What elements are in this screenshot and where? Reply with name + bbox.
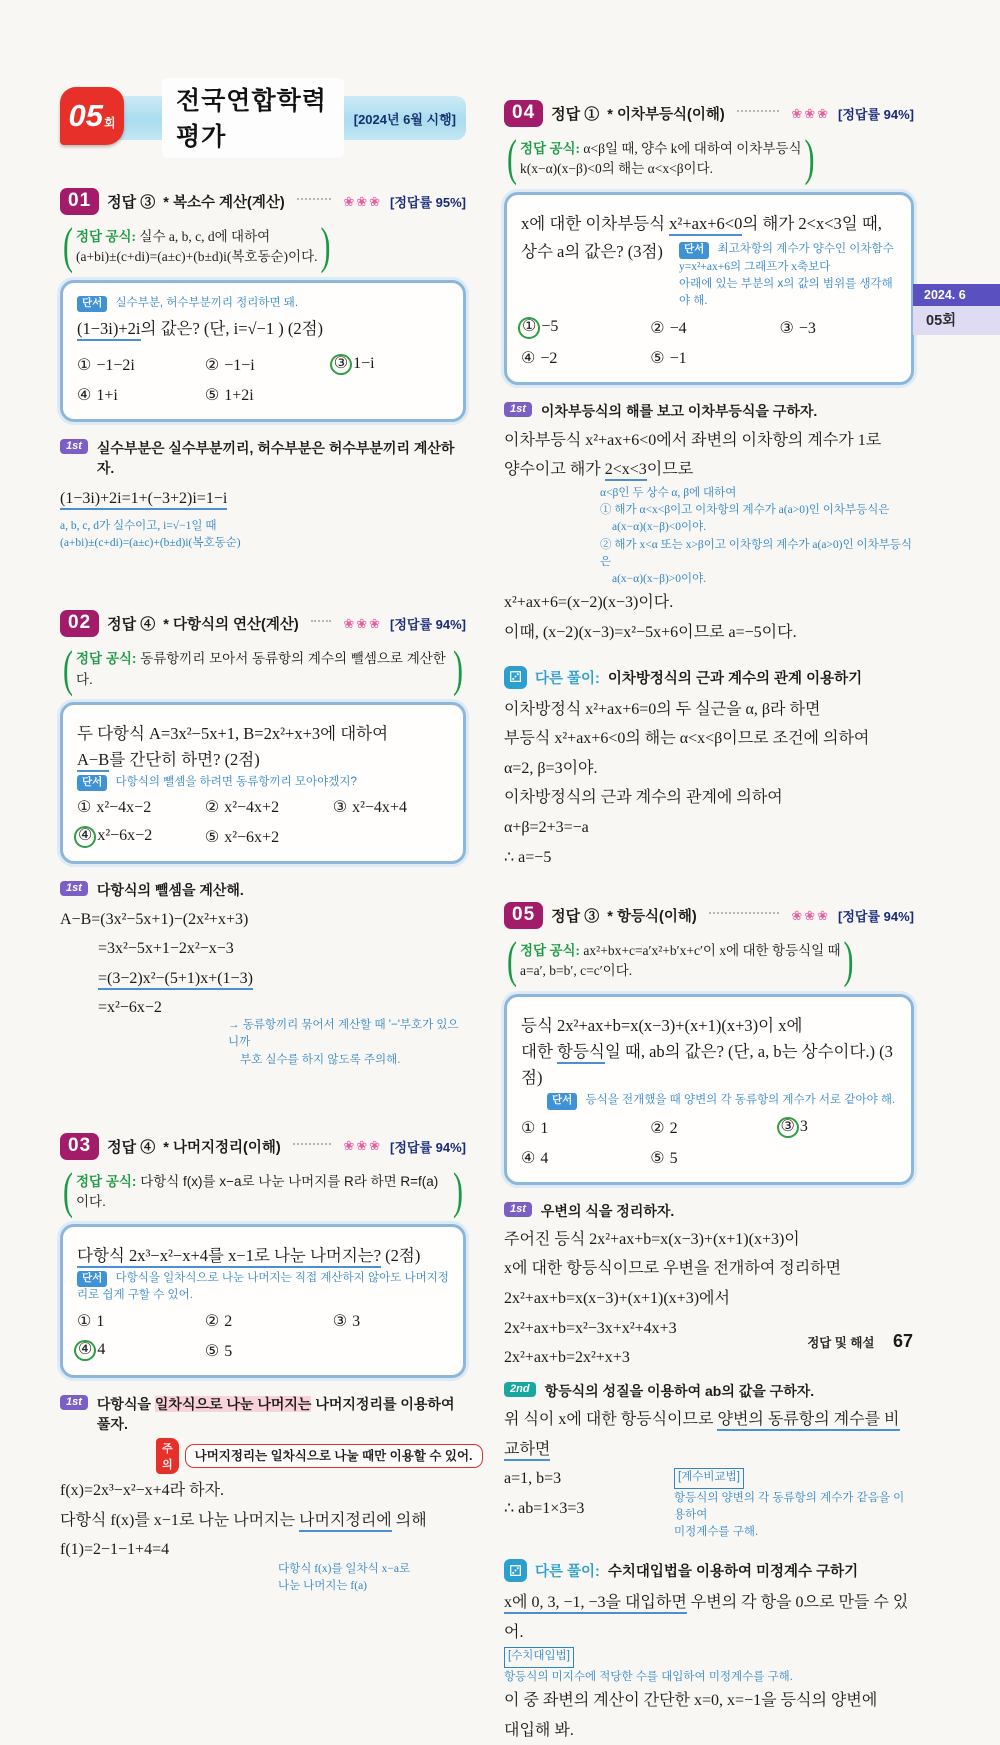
option-1: ① 1 [521, 1119, 549, 1137]
solution-note: a, b, c, d가 실수이고, i=√−1일 때 (a+bi)±(c+di)=(a±c)+(b±d)i(복호동순) [60, 519, 241, 550]
question-box [60, 702, 466, 865]
clue-line3: 아래에 있는 부분의 x의 값의 범위를 생각해야 해. [679, 277, 893, 308]
conclusion-row [504, 1464, 914, 1541]
clue-text: 다항식의 뺄셈을 하려면 동류항끼리 모아야겠지? [115, 775, 357, 788]
side-tab [913, 284, 1000, 335]
exam-title-banner [103, 87, 466, 151]
step-title: 항등식의 성질을 이용하여 ab의 값을 구하자. [544, 1382, 815, 1399]
clue-badge: 단서 [547, 1093, 577, 1110]
problem-02-section [60, 610, 466, 1068]
dotted-leader [737, 110, 780, 112]
formula-line1: 다항식 f(x)를 x−a로 나눈 나머지를 R라 하면 R=f(a)이다. [76, 1173, 439, 1210]
solution-note: 다항식 f(x)를 일차식 x−a로 나눈 나머지는 f(a) [278, 1563, 411, 1593]
clue-line2: y=x²+ax+6의 그래프가 x축보다 [679, 260, 831, 273]
option-5: ⑤ −1 [650, 350, 687, 368]
round-number: 05 [68, 98, 103, 133]
problem-04-section [504, 100, 914, 872]
solution-equation: (1−3i)+2i=1+(−3+2)i=1−i [60, 484, 466, 514]
alt-solution-body: x에 0, 3, −1, −3을 대입하면 우변의 각 항을 0으로 만들 수 있어. [504, 1594, 909, 1641]
problem-01-header [60, 188, 466, 215]
answer-ring: ③ [777, 1117, 799, 1139]
note-title: [수치대입법] [504, 1647, 574, 1667]
difficulty-flowers: ❀❀❀ [343, 615, 383, 631]
formula-line2: k(x−α)(x−β)<0의 해는 α<x<β이다. [520, 161, 714, 177]
problem-number-badge: 04 [504, 100, 543, 127]
clue-badge: 단서 [679, 242, 709, 259]
formula-label: 정답 공식: [520, 141, 581, 156]
difficulty-flowers: ❀❀❀ [791, 907, 831, 923]
clue-row [77, 774, 449, 792]
question-line2: 상수 a의 값은? (3점) [521, 241, 663, 261]
step-title: 실수부분은 실수부분끼리, 허수부분은 허수부분끼리 계산하자. [96, 439, 455, 476]
round-badge [60, 87, 124, 145]
question-rest: (2점) [381, 1246, 421, 1266]
option-1: ① 1 [77, 1312, 105, 1330]
solution-step-1 [504, 1201, 914, 1221]
difficulty-flowers: ❀❀❀ [791, 105, 831, 121]
question-underlined: 항등식 [557, 1042, 605, 1064]
formula-line1: ax²+bx+c=a′x²+b′x+c′이 x에 대한 항등식일 때 [583, 943, 841, 959]
answer-formula [60, 1163, 466, 1220]
problem-05-section [504, 902, 914, 1745]
exam-header [60, 87, 466, 152]
formula-label: 정답 공식: [76, 1173, 137, 1189]
bracket-left: ( [63, 1163, 73, 1220]
clue-badge: 단서 [77, 296, 107, 313]
question-box [504, 192, 914, 386]
question-underlined: A−B [77, 750, 109, 772]
topic-label: * 다항식의 연산(계산) [163, 617, 299, 634]
question-text [77, 1243, 449, 1269]
answer-label: 정답 ① [551, 106, 600, 123]
option-5: ⑤ x²−6x+2 [204, 829, 280, 847]
question-underlined: x²+ax+6<0 [669, 214, 742, 236]
alt-solution-header [504, 1559, 914, 1582]
clue-badge: 단서 [77, 775, 107, 792]
formula-label: 정답 공식: [76, 651, 137, 667]
problem-05-header [504, 902, 914, 929]
problem-number-badge: 01 [60, 188, 99, 215]
step-title: 다항식을 일차식으로 나눈 나머지는 나머지정리를 이용하여 풀자. [96, 1395, 455, 1432]
question-underlined: 다항식 2x³−x²−x+4를 x−1로 나눈 나머지는? [77, 1246, 381, 1268]
question-rest: 를 간단히 하면? (2점) [109, 750, 260, 770]
alt-solution-title: 이차방정식의 근과 계수의 관계 이용하기 [607, 670, 863, 687]
caution-note [156, 1438, 473, 1474]
option-5: ⑤ 5 [204, 1342, 233, 1360]
solution-note: α<β인 두 상수 α, β에 대하여 ① 해가 α<x<β이고 이차항의 계수가 a(a>0)인 이차부등식은 a(x−α)(x−β)<0이야. ② 해가 x<α 또는 x>β이고 이차항의 계수가 a(a>0)인 이차부등식은 a(x−α)(x−β)>0이야. [600, 486, 913, 586]
dotted-leader [709, 912, 780, 914]
alt-solution-header [504, 666, 914, 689]
question-rest: 의 값은? (단, i=√−1 ) (2점) [140, 319, 324, 339]
question-box [60, 1224, 466, 1377]
bracket-right: ) [453, 1163, 463, 1220]
bracket-right: ) [453, 640, 463, 697]
problem-number-badge: 02 [60, 610, 99, 637]
question-box [60, 280, 466, 422]
accuracy-rate: [정답률 95%] [390, 195, 466, 210]
bracket-left: ( [507, 130, 517, 187]
formula-label: 정답 공식: [76, 229, 137, 244]
option-2: ② 2 [204, 1312, 233, 1330]
problem-01-section [60, 188, 466, 552]
accuracy-rate: [정답률 94%] [838, 107, 914, 122]
solution-step-1 [60, 438, 466, 479]
clue-badge: 단서 [77, 1271, 107, 1288]
option-2: ② x²−4x+2 [204, 799, 280, 817]
right-column [504, 0, 914, 1745]
problem-number-badge: 03 [60, 1133, 99, 1160]
accuracy-rate: [정답률 94%] [390, 1139, 466, 1155]
answer-formula [60, 218, 466, 275]
left-column [60, 0, 473, 1596]
solution-step-1 [60, 1394, 466, 1435]
solution-equations: A−B=(3x²−5x+1)−(2x²+x+3) =3x²−5x+1−2x²−x−3 =(3−2)x²−(5+1)x+(1−3) =x²−6x−2 [60, 910, 253, 1017]
caution-text: 나머지정리는 일차식으로 나눌 때만 이용할 수 있어. [185, 1444, 483, 1468]
option-2: ② −1−i [204, 356, 255, 374]
answer-ring: ④ [74, 1340, 96, 1362]
solution-equations: 주어진 등식 2x²+ax+b=x(x−3)+(x+1)(x+3)이 x에 대한 항등식이므로 우변을 전개하여 정리하면 2x²+ax+b=x(x−3)+(x+1)(x+3)에서 2x²+ax+b=x²−3x+x²+4x+3 2x²+ax+b=2x²+x+3 [504, 1230, 842, 1367]
footer-label: 정답 및 해설 [807, 1336, 875, 1350]
bracket-left: ( [63, 218, 73, 275]
option-4: ④ 1+i [77, 386, 118, 404]
round-suffix: 회 [103, 115, 116, 130]
step-badge-1st: 1st [60, 1395, 88, 1410]
step-badge-1st: 1st [504, 1202, 532, 1217]
step-badge-1st: 1st [504, 402, 532, 417]
alt-solution-title: 수치대입법을 이용하여 미정계수 구하기 [607, 1564, 859, 1581]
accuracy-rate: [정답률 94%] [390, 617, 466, 633]
caution-badge: 주의 [156, 1438, 179, 1474]
answer-label: 정답 ③ [107, 194, 156, 211]
alt-solution-body-2: 이 중 좌변의 계산이 간단한 x=0, x=−1을 등식의 양변에 대입해 봐. [504, 1691, 878, 1739]
topic-label: * 이차부등식(이해) [607, 107, 725, 123]
option-4: ④ 4 [521, 1149, 549, 1167]
dotted-leader [293, 1143, 332, 1145]
option-3-answer: ③ 1−i [333, 355, 449, 375]
clue-row [77, 1270, 449, 1305]
question-text [77, 316, 449, 342]
dice-icon: ⚂ [504, 666, 527, 689]
options [521, 1118, 897, 1168]
question-box [504, 994, 914, 1185]
alt-solution-label: 다른 풀이: [535, 1564, 600, 1581]
option-1: ① x²−4x−2 [77, 799, 152, 817]
options [77, 797, 449, 847]
answer-ring: ① [518, 317, 540, 339]
option-2: ② −4 [650, 320, 687, 338]
accuracy-rate: [정답률 94%] [838, 909, 914, 925]
option-1: ① −1−2i [77, 356, 135, 374]
bracket-right: ) [804, 130, 815, 187]
answer-ring: ③ [330, 354, 352, 376]
step-badge-1st: 1st [60, 439, 88, 454]
page-number: 67 [892, 1331, 913, 1351]
question-text: x에 대한 이차부등식 x²+ax+6<0의 해가 2<x<3일 때, [521, 211, 897, 237]
method-note: [계수비교법] 항등식의 양변의 각 동류항의 계수가 같음을 이용하여 미정계수를 구해. [674, 1468, 914, 1541]
answer-label: 정답 ④ [107, 616, 156, 634]
option-3-answer: ③ 3 [780, 1118, 898, 1138]
clue-text: 다항식을 일차식으로 나눈 나머지는 직접 계산하지 않아도 나머지정리로 쉽게 구할 수 있어. [77, 1271, 449, 1302]
bracket-left: ( [63, 640, 73, 697]
option-4-answer: ④ x²−6x−2 [77, 827, 205, 847]
formula-line1: 동류항끼리 모아서 동류항의 계수의 뺄셈으로 계산한다. [76, 651, 446, 687]
alt-solution-body: 이차방정식 x²+ax+6=0의 두 실근을 α, β라 하면 부등식 x²+ax+6<0의 해는 α<x<β이므로 조건에 의하여 α=2, β=3이야. 이차방정식의 근과 계수의 관계에 의하여 α+β=2+3=−a ∴ a=−5 [504, 700, 870, 866]
option-4-answer: ④ 4 [77, 1341, 205, 1361]
solution-equations: f(x)=2x³−x²−x+4라 하자. 다항식 f(x)를 x−1로 나눈 나머지는 나머지정리에 의해 f(1)=2−1−1+4=4 [60, 1482, 427, 1559]
option-5: ⑤ 1+2i [204, 386, 254, 404]
step-title: 이차부등식의 해를 보고 이차부등식을 구하자. [540, 403, 818, 420]
bracket-left: ( [507, 932, 517, 989]
question-underlined: (1−3i)+2i [77, 319, 141, 341]
difficulty-flowers: ❀❀❀ [343, 193, 383, 209]
bracket-right: ) [320, 218, 331, 275]
problem-number-badge: 05 [504, 902, 543, 929]
solution-line: 위 식이 x에 대한 항등식이므로 양변의 동류항의 계수를 비교하면 [504, 1405, 914, 1464]
dice-icon: ⚂ [504, 1559, 527, 1582]
option-2: ② 2 [650, 1119, 678, 1137]
step-badge-2nd: 2nd [504, 1382, 536, 1397]
option-4: ④ −2 [521, 350, 558, 368]
formula-line2: (a+bi)±(c+di)=(a±c)+(b±d)i(복호동순)이다. [76, 249, 318, 265]
question-text [77, 721, 449, 774]
clue-row [77, 295, 449, 313]
formula-line1: α<β일 때, 양수 k에 대하여 이차부등식 [583, 141, 802, 156]
exam-date: [2024년 6월 시행] [353, 111, 456, 127]
exam-title: 전국연합학력평가 [162, 78, 344, 158]
answer-formula [504, 932, 914, 989]
clue-text: 실수부분, 허수부분끼리 정리하면 돼. [115, 296, 299, 309]
side-tab-year: 2024. 6 [913, 284, 1000, 306]
option-5: ⑤ 5 [650, 1149, 678, 1167]
options [77, 355, 449, 405]
option-1-answer: ① −5 [521, 318, 650, 338]
page-footer [0, 1331, 913, 1352]
question-row2 [521, 237, 897, 311]
clue-row [547, 1092, 897, 1110]
problem-02-header [60, 610, 466, 637]
answer-formula [504, 130, 914, 187]
conclusion-equations: a=1, b=3 ∴ ab=1×3=3 [504, 1470, 585, 1517]
step-title: 우변의 식을 정리하자. [540, 1202, 675, 1219]
step-badge-1st: 1st [60, 881, 88, 896]
problem-03-section [60, 1133, 473, 1596]
formula-line1: 실수 a, b, c, d에 대하여 [139, 229, 271, 244]
solution-step-2 [504, 1381, 914, 1401]
method-note: [수치대입법] 항등식의 미지수에 적당한 수를 대입하여 미정계수를 구해. [504, 1647, 914, 1686]
note-title: [계수비교법] [674, 1468, 744, 1488]
answer-label: 정답 ③ [551, 908, 600, 926]
options [521, 318, 897, 368]
formula-line2: a=a′, b=b′, c=c′이다. [520, 963, 633, 979]
option-3: ③ −3 [779, 320, 816, 338]
problem-03-header [60, 1133, 466, 1160]
side-tab-round: 05회 [913, 306, 1000, 335]
highlighted-phrase: 일차식으로 나눈 나머지는 [154, 1395, 312, 1412]
topic-label: * 나머지정리(이해) [163, 1139, 281, 1156]
step-title: 다항식의 뺄셈을 계산해. [96, 882, 244, 899]
option-3: ③ 3 [332, 1312, 361, 1330]
formula-label: 정답 공식: [520, 943, 581, 959]
solution-equations-2: x²+ax+6=(x−2)(x−3)이다. 이때, (x−2)(x−3)=x²−5x+6이므로 a=−5이다. [504, 594, 797, 641]
answer-ring: ④ [74, 826, 96, 848]
alt-solution-label: 다른 풀이: [535, 670, 600, 687]
topic-label: * 복소수 계산(계산) [163, 195, 285, 211]
difficulty-flowers: ❀❀❀ [343, 1138, 383, 1154]
question-line1: 등식 2x²+ax+b=x(x−3)+(x+1)(x+3)이 x에 [521, 1015, 803, 1035]
solution-step-1 [60, 880, 466, 900]
question-line1: 두 다항식 A=3x²−5x+1, B=2x²+x+3에 대하여 [77, 723, 389, 743]
solution-note: → 동류항끼리 묶어서 계산할 때 '−'부호가 있으니까 부호 실수를 하지 않도록 주의해. [228, 1019, 459, 1066]
dotted-leader [311, 620, 332, 622]
clue-text: 등식을 전개했을 때 양변의 각 동류항의 계수가 서로 같아야 해. [585, 1093, 896, 1106]
solution-equations: 이차부등식 x²+ax+6<0에서 좌변의 이차항의 계수가 1로 양수이고 해가 2<x<3이므로 [504, 426, 914, 485]
bracket-right: ) [843, 932, 854, 989]
answer-formula [60, 640, 466, 697]
question-text: 등식 2x²+ax+b=x(x−3)+(x+1)(x+3)이 x에 대한 항등식일 때, ab의 값은? (단, a, b는 상수이다.) (3점) [521, 1015, 893, 1088]
dotted-leader [297, 198, 332, 200]
clue-line1: 최고차항의 계수가 양수인 이차함수 [717, 242, 894, 255]
problem-04-header [504, 100, 914, 127]
answer-label: 정답 ④ [107, 1138, 156, 1156]
clue-block [679, 241, 897, 311]
option-3: ③ x²−4x+4 [332, 799, 407, 817]
topic-label: * 항등식(이해) [607, 909, 697, 926]
solution-step-1 [504, 401, 914, 421]
